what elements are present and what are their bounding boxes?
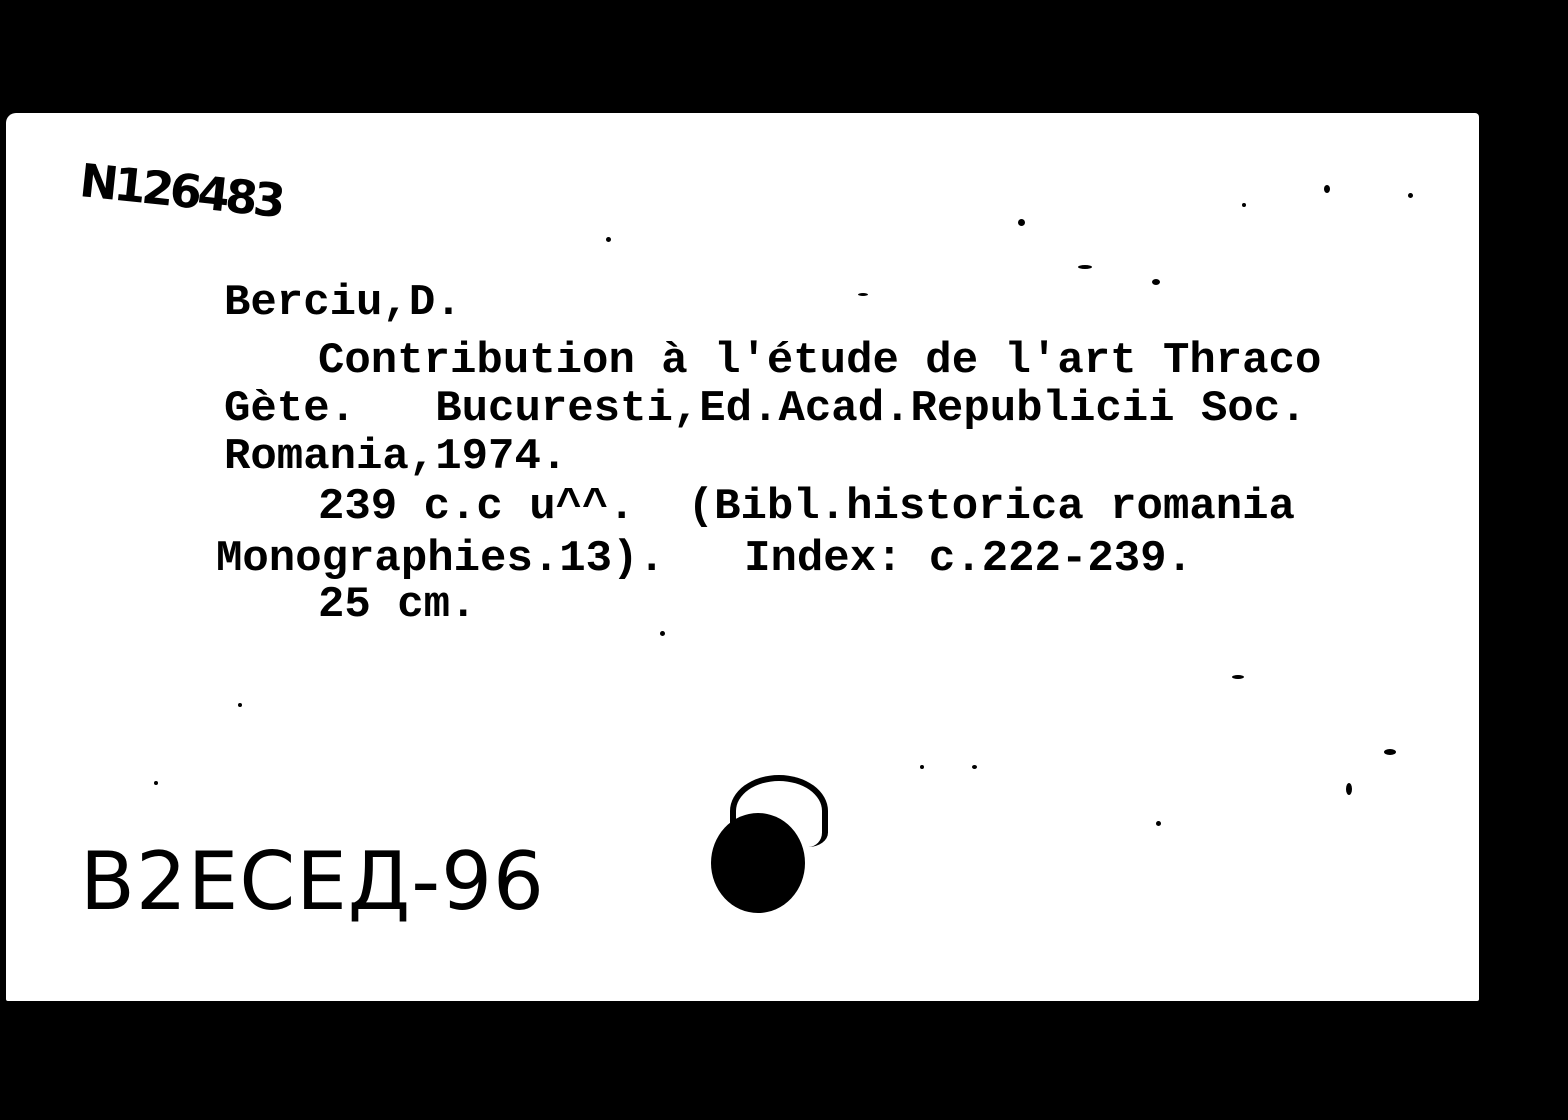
dust-speck <box>238 703 242 707</box>
title-line-1: Contribution à l'étude de l'art Thraco <box>318 336 1322 386</box>
dust-speck <box>1408 193 1413 198</box>
imprint-line: Romania,1974. <box>224 432 568 482</box>
catalog-card <box>6 113 1479 1001</box>
dust-speck <box>1346 783 1352 795</box>
dust-speck <box>1156 821 1161 826</box>
title-line-2: Gète. Bucuresti,Ed.Acad.Republicii Soc. <box>224 384 1307 434</box>
author-heading: Berciu,D. <box>224 278 462 328</box>
dust-speck <box>972 765 977 769</box>
dust-speck <box>1232 675 1244 679</box>
punch-hole <box>711 813 805 913</box>
dust-speck <box>154 781 158 785</box>
collation-line: 239 c.c u^^. (Bibl.historica romania <box>318 482 1295 532</box>
dust-speck <box>1324 185 1330 193</box>
dust-speck <box>1242 203 1246 207</box>
shelfmark: B2ECEД-96 <box>80 835 545 928</box>
accession-number: N126483 <box>77 153 285 229</box>
dust-speck <box>606 237 611 242</box>
series-line: Monographies.13). Index: c.222-239. <box>216 534 1193 584</box>
dust-speck <box>1018 219 1025 226</box>
dust-speck <box>1078 265 1092 269</box>
dust-speck <box>858 293 868 296</box>
dust-speck <box>920 765 924 769</box>
dust-speck <box>1152 279 1160 285</box>
dust-speck <box>1384 749 1396 755</box>
dust-speck <box>660 631 665 636</box>
size-line: 25 cm. <box>318 580 477 630</box>
